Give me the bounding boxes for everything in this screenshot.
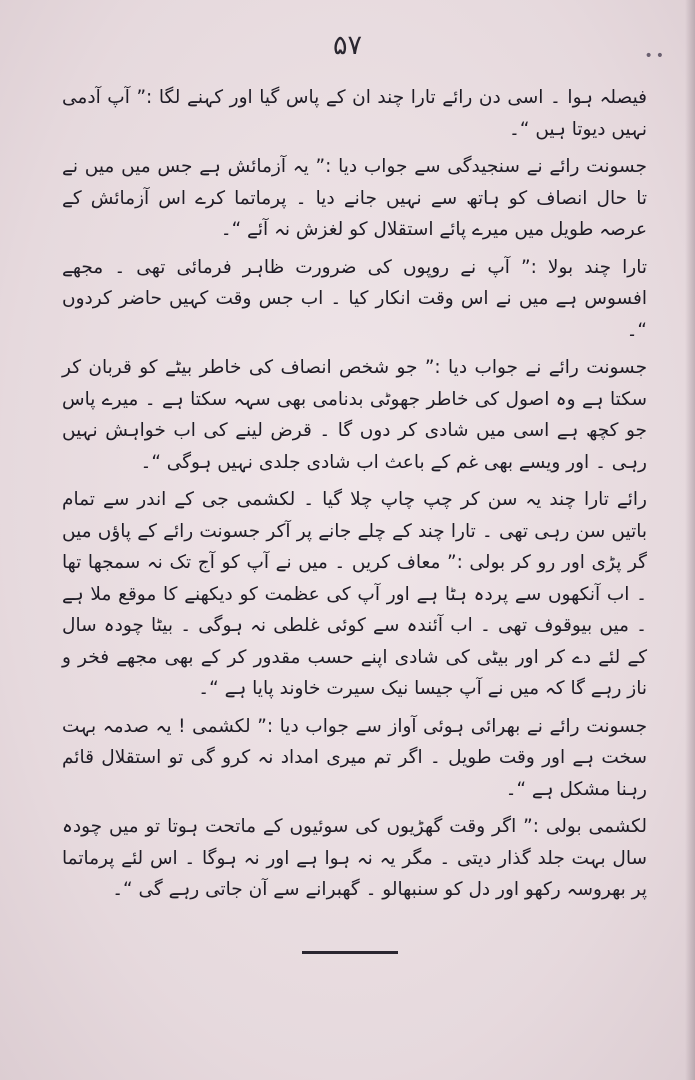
paragraph: جسونت رائے نے بھرائی ہوئی آواز سے جواب دیا :” لکشمی ! یہ صدمہ بہت سخت ہے اور وقت طویل ۔ اگر تم میری امداد نہ کرو گی تو استقلال قائم رہنا مشکل ہے “۔ <box>62 715 647 800</box>
paragraph: فیصلہ ہوا ۔ اسی دن رائے تارا چند ان کے پاس گیا اور کہنے لگا :” آپ آدمی نہیں دیوتا ہیں “۔ <box>62 87 647 140</box>
section-end-rule <box>302 951 398 954</box>
paragraph: تارا چند بولا :” آپ نے روپوں کی ضرورت ظاہر فرمائی تھی ۔ مجھے افسوس ہے میں نے اس وقت انکار کیا ۔ اب جس وقت کہیں حاضر کردوں “۔ <box>62 256 647 341</box>
paragraph: جسونت رائے نے سنجیدگی سے جواب دیا :” یہ آزمائش ہے جس میں میں نے تا حال انصاف کو ہاتھ سے نہیں جانے دیا ۔ پرماتما کرے اس آزمائش کے عرصہ طویل میں میرے پائے استقلال کو لغزش نہ آئے “۔ <box>62 156 647 240</box>
corner-mark: •• <box>644 48 667 64</box>
paragraph: لکشمی بولی :” اگر وقت گھڑیوں کی سوئیوں کے ماتحت ہوتا تو میں چودہ سال بہت جلد گذار دیتی ۔ مگر یہ نہ ہوا ہے اور نہ ہوگا ۔ اس لئے پرماتما پر بھروسہ رکھو اور دل کو سنبھالو ۔ گھبرانے سے آن جاتی رہے گی “۔ <box>62 816 647 900</box>
paragraph: جسونت رائے نے جواب دیا :” جو شخص انصاف کی خاطر بیٹے کو قربان کر سکتا ہے وہ اصول کی خاطر جھوٹی بدنامی بھی سہہ سکتا ہے ۔ میرے پاس جو کچھ ہے اسی میں شادی کر دوں گا ۔ قرض لینے کی اب خواہش نہیں رہی ۔ اور ویسے بھی غم کے باعث اب شادی جلدی نہیں ہوگی “۔ <box>62 357 647 473</box>
paragraph: رائے تارا چند یہ سن کر چپ چاپ چلا گیا ۔ لکشمی جی کے اندر سے تمام باتیں سن رہی تھی ۔ تارا چند کے چلے جانے پر آکر جسونت رائے کے پاؤں میں گر پڑی اور رو کر بولی :” معاف کریں ۔ میں نے آپ کو آج تک نہ سمجھا تھا ۔ اب آنکھوں سے پردہ ہٹا ہے اور آپ کی عظمت کو دیکھنے کا موقع ملا ہے ۔ میں بیوقوف تھی ۔ اب آئندہ سے کوئی غلطی نہ ہوگی ۔ بیٹا چودہ سال کے لئے دے کر اور بیٹی کی شادی اپنے حسب مقدور کر کے بھی مجھے فخر و ناز رہے گا کہ میں نے آپ جیسا نیک سیرت خاوند پایا ہے “۔ <box>62 489 647 699</box>
page-edge-shadow <box>685 0 695 1080</box>
body-text <box>62 82 647 912</box>
page-number: ۵۷ <box>332 30 362 61</box>
